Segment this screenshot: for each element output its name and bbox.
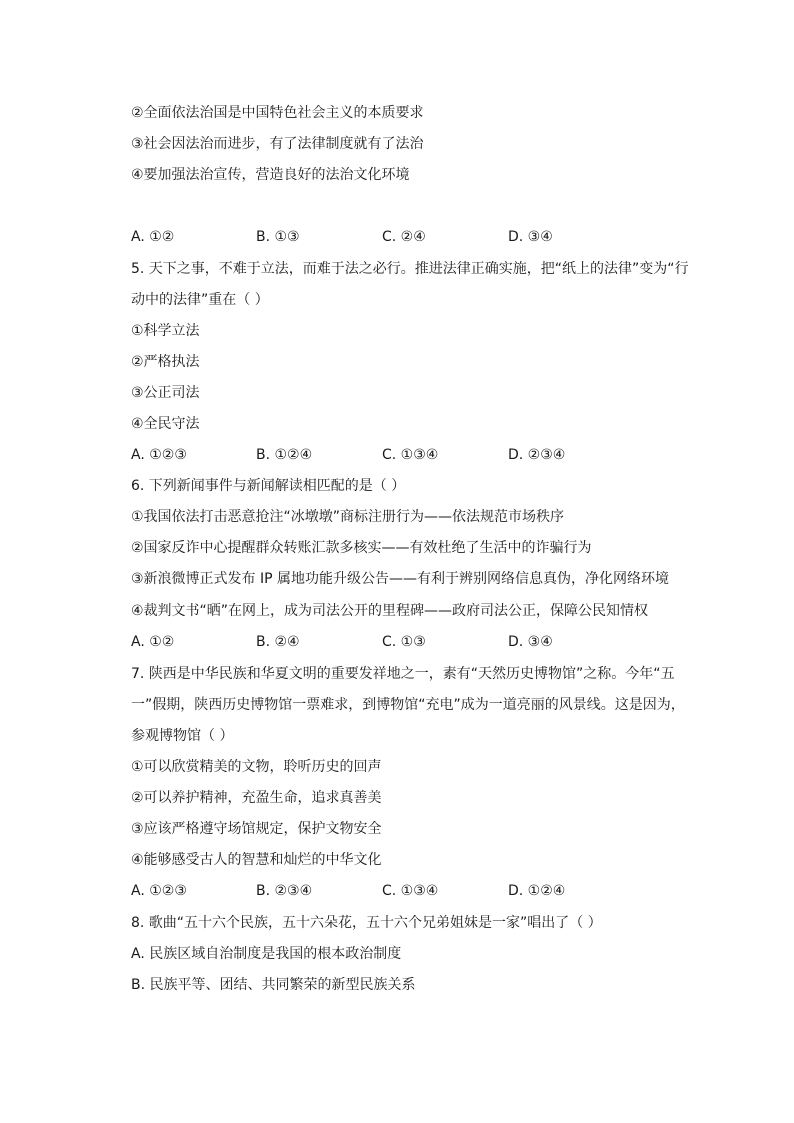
q4-option-a: A. ①② <box>131 229 175 245</box>
q5-option-c: C. ①③④ <box>382 447 439 463</box>
q7-item-3: ③应该严格遵守场馆规定，保护文物安全 <box>131 821 382 837</box>
q7-item-1: ①可以欣赏精美的文物，聆听历史的回声 <box>131 759 382 775</box>
q5-item-2: ②严格执法 <box>131 354 200 370</box>
q8-stem: 8. 歌曲“五十六个民族，五十六朵花，五十六个兄弟姐妹是一家”唱出了（ ） <box>131 915 602 931</box>
q4-item-3: ③社会因法治而进步，有了法律制度就有了法治 <box>131 136 424 152</box>
q6-option-d: D. ③④ <box>508 634 553 650</box>
q4-option-c: C. ②④ <box>382 229 426 245</box>
q7-option-c: C. ①③④ <box>382 883 439 899</box>
q5-stem-line2: 动中的法律”重在（ ） <box>131 292 269 308</box>
q7-stem-line2: 一”假期，陕西历史博物馆一票难求，到博物馆“充电”成为一道亮丽的风景线。这是因为， <box>131 697 685 713</box>
q5-item-4: ④全民守法 <box>131 416 200 432</box>
q7-item-2: ②可以养护精神，充盈生命，追求真善美 <box>131 790 382 806</box>
q7-item-4: ④能够感受古人的智慧和灿烂的中华文化 <box>131 852 382 868</box>
q6-option-b: B. ②④ <box>256 634 300 650</box>
q4-item-2: ②全面依法治国是中国特色社会主义的本质要求 <box>131 105 424 121</box>
q7-stem-line3: 参观博物馆（ ） <box>131 728 234 744</box>
q5-option-a: A. ①②③ <box>131 447 187 463</box>
q4-item-4: ④要加强法治宣传，营造良好的法治文化环境 <box>131 167 410 183</box>
q6-item-3: ③新浪微博正式发布 IP 属地功能升级公告——有利于辨别网络信息真伪，净化网络环境 <box>131 571 670 587</box>
q6-item-1: ①我国依法打击恶意抢注“冰墩墩”商标注册行为——依法规范市场秩序 <box>131 509 565 525</box>
q5-stem-line1: 5. 天下之事，不难于立法，而难于法之必行。推进法律正确实施，把“纸上的法律”变为“行 <box>131 261 689 277</box>
q8-option-a: A. 民族区域自治制度是我国的根本政治制度 <box>131 946 402 962</box>
q4-option-b: B. ①③ <box>256 229 300 245</box>
q5-item-1: ①科学立法 <box>131 323 200 339</box>
q7-option-a: A. ①②③ <box>131 883 187 899</box>
q7-option-d: D. ①②④ <box>508 883 566 899</box>
q5-option-b: B. ①②④ <box>256 447 313 463</box>
q5-option-d: D. ②③④ <box>508 447 566 463</box>
q7-option-b: B. ②③④ <box>256 883 313 899</box>
q6-item-4: ④裁判文书“晒”在网上，成为司法公开的里程碑——政府司法公正，保障公民知情权 <box>131 603 649 619</box>
q6-item-2: ②国家反诈中心提醒群众转账汇款多核实——有效杜绝了生活中的诈骗行为 <box>131 540 592 556</box>
q6-stem: 6. 下列新闻事件与新闻解读相匹配的是（ ） <box>131 478 406 494</box>
q8-option-b: B. 民族平等、团结、共同繁荣的新型民族关系 <box>131 977 416 993</box>
q6-option-c: C. ①③ <box>382 634 426 650</box>
q5-item-3: ③公正司法 <box>131 385 200 401</box>
q7-stem-line1: 7. 陕西是中华民族和华夏文明的重要发祥地之一，素有“天然历史博物馆”之称。今年“五 <box>131 666 675 682</box>
q6-option-a: A. ①② <box>131 634 175 650</box>
q4-option-d: D. ③④ <box>508 229 553 245</box>
